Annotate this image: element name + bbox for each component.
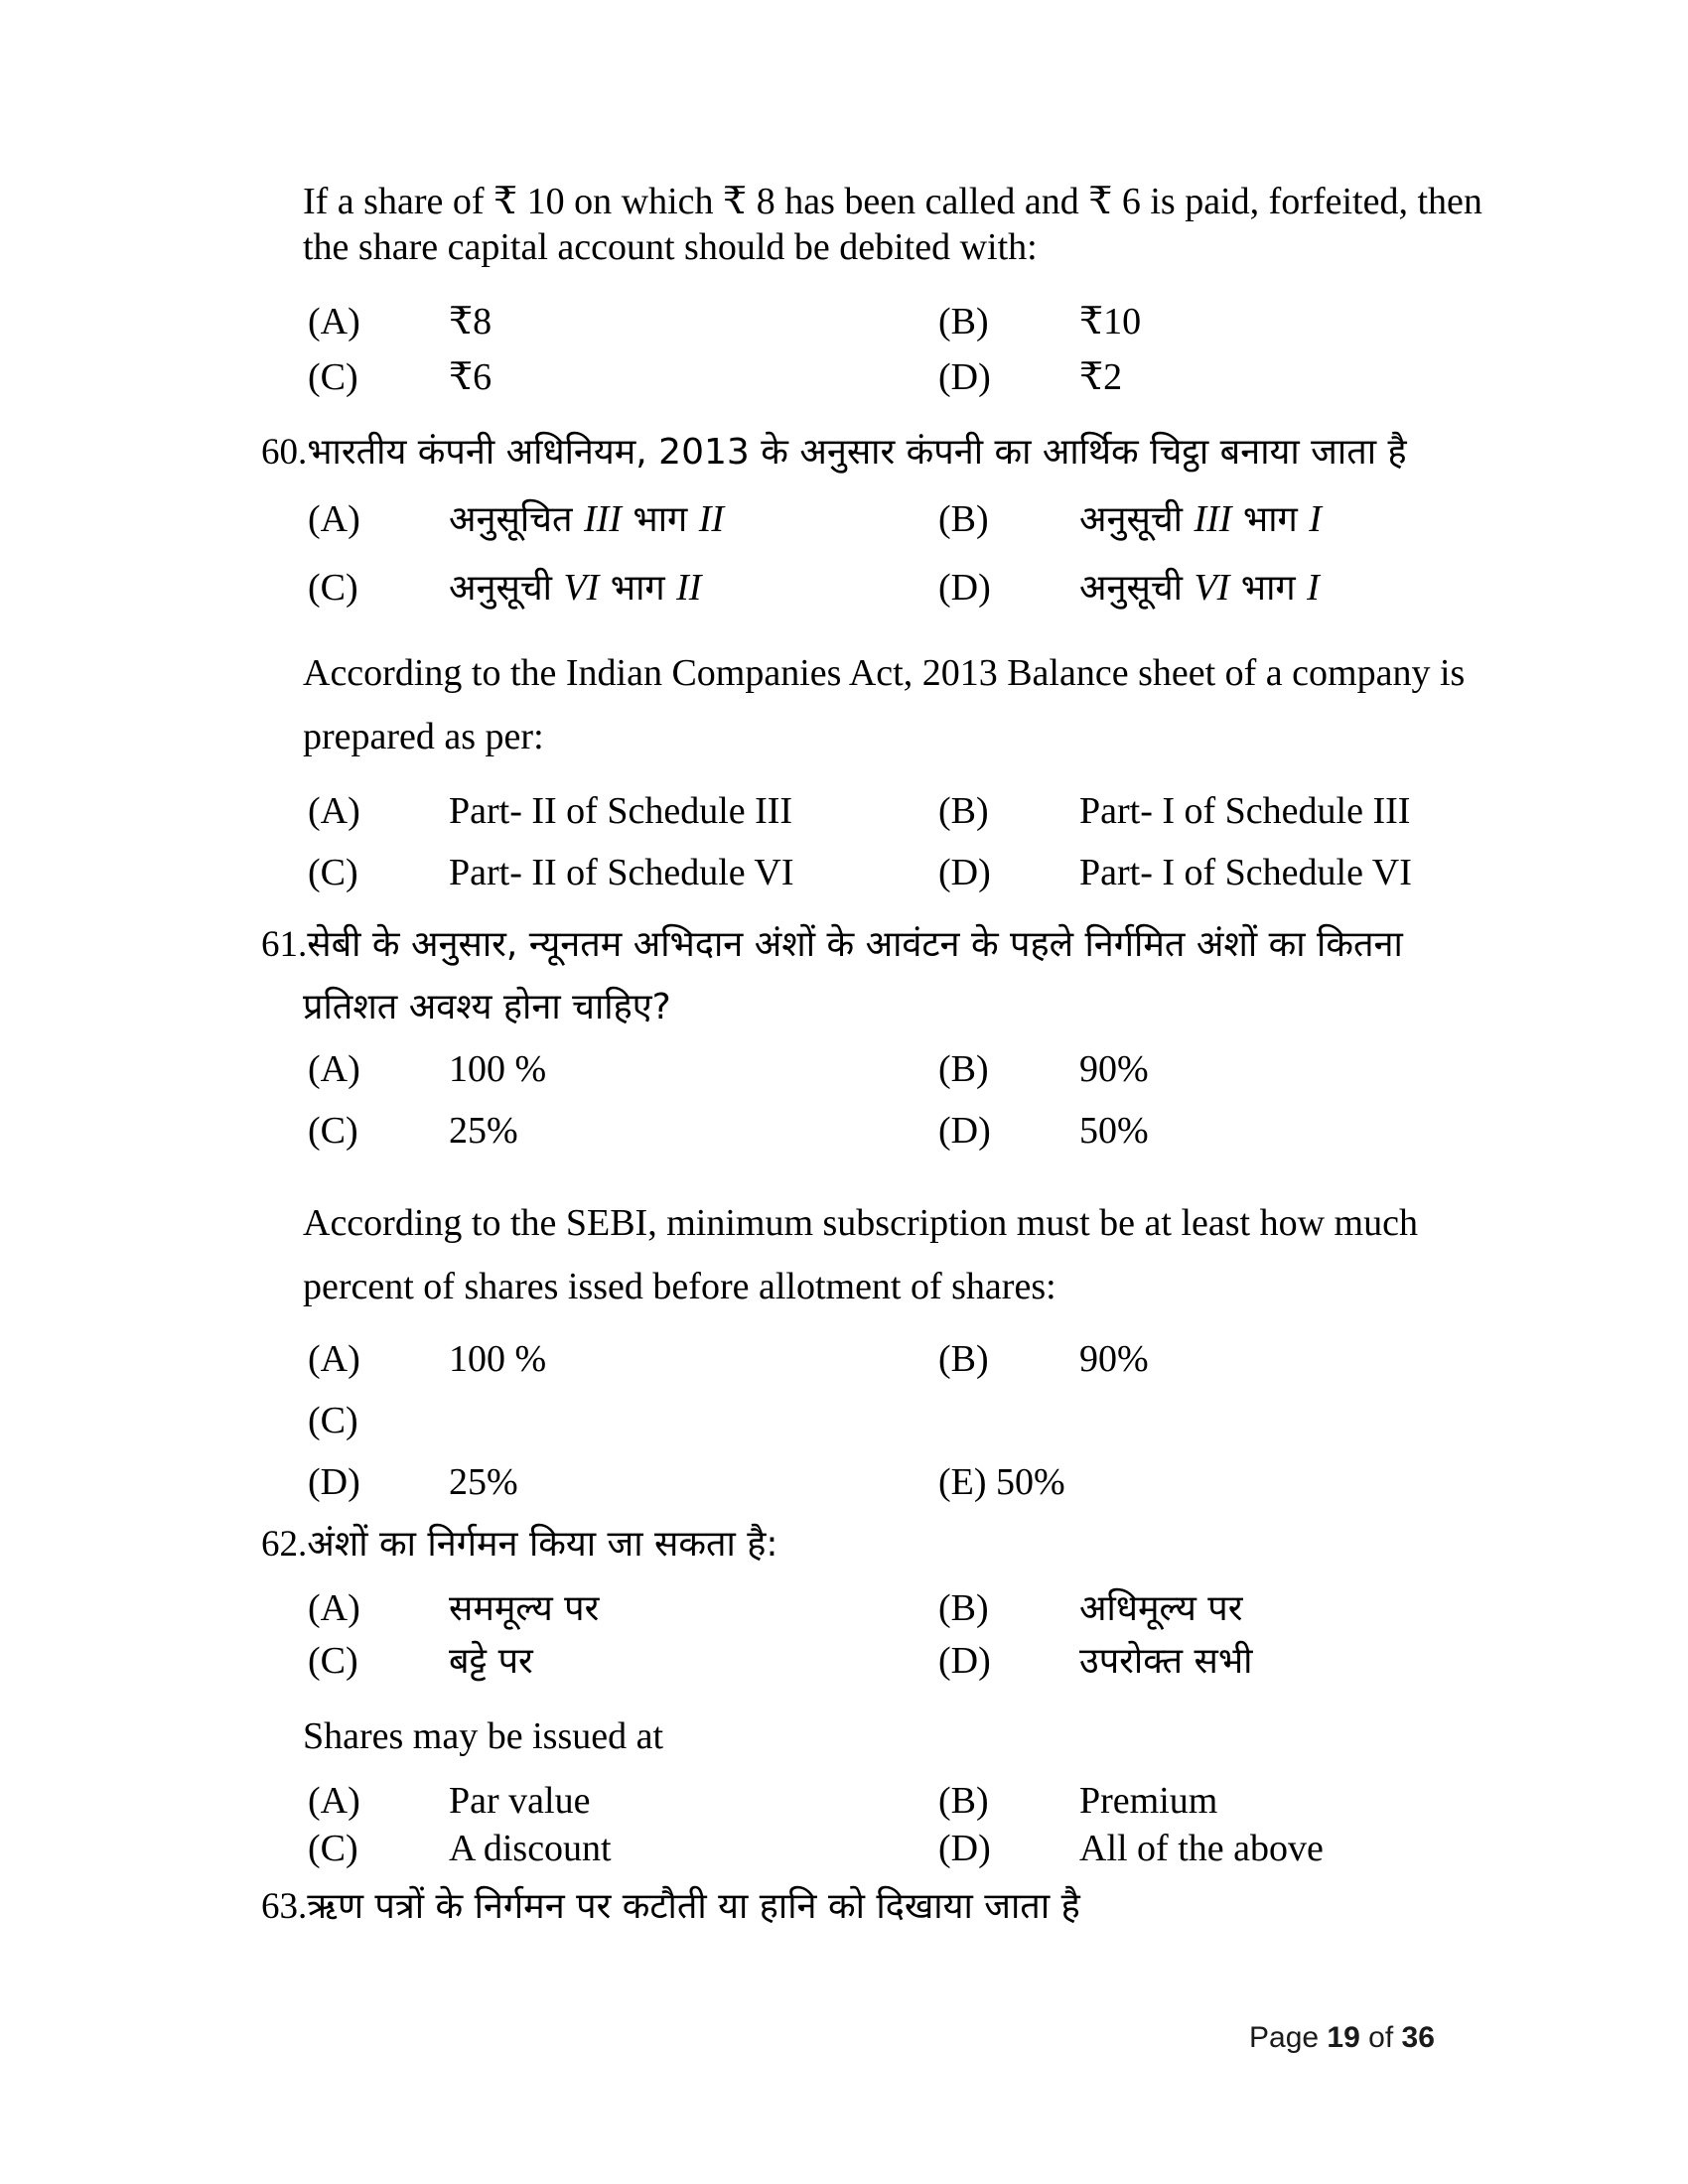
- option-value: अनुसूचित III भाग II: [449, 498, 725, 540]
- option-value: A discount: [449, 1828, 612, 1869]
- question-60-english-options: [308, 787, 1688, 896]
- option-value: Part- II of Schedule VI: [449, 852, 794, 893]
- option-label: (C): [308, 1640, 358, 1682]
- option-label: (A): [308, 790, 360, 832]
- option-label: (C): [308, 1110, 358, 1152]
- option-label: (D): [938, 1110, 991, 1152]
- option-label: (A): [308, 498, 360, 540]
- question-number: 60.: [261, 432, 308, 473]
- option-label: (A): [308, 301, 360, 342]
- option-label: (D): [938, 1828, 991, 1869]
- option-value: 100 %: [449, 1048, 547, 1090]
- page-footer: [1249, 2021, 1435, 2055]
- footer-page-number: 19: [1327, 2021, 1360, 2054]
- question-text: भारतीय कंपनी अधिनियम, 2013 के अनुसार कंपनी का आर्थिक चिट्ठा बनाया जाता है: [307, 432, 1407, 473]
- option-value: अधिमूल्य पर: [1079, 1588, 1243, 1629]
- option-label: (D): [938, 852, 991, 893]
- option-value: Part- I of Schedule III: [1079, 790, 1411, 832]
- question-61-options: [308, 1045, 1688, 1155]
- option-label: (D): [938, 1640, 991, 1682]
- option-label: (B): [938, 1780, 989, 1822]
- option-value: 50%: [996, 1461, 1065, 1503]
- option-value: Par value: [449, 1780, 591, 1822]
- option-label: (C): [308, 356, 358, 398]
- question-62-options: [308, 1582, 1688, 1688]
- question-63-heading: [261, 1876, 1688, 1937]
- question-line: According to the SEBI, minimum subscription must be at least how much: [303, 1202, 1418, 1244]
- option-value: 25%: [449, 1461, 518, 1503]
- option-label: (B): [938, 498, 989, 540]
- option-label: (E): [938, 1461, 987, 1503]
- option-value: All of the above: [1079, 1828, 1324, 1869]
- question-60-options: [308, 489, 1688, 618]
- option-label: (D): [938, 567, 991, 609]
- question-number: 63.: [261, 1886, 308, 1927]
- question-line: Shares may be issued at: [303, 1715, 664, 1757]
- option-label: (B): [938, 790, 989, 832]
- option-value: 50%: [1079, 1110, 1149, 1152]
- option-label: (D): [938, 356, 991, 398]
- option-value: ₹6: [449, 356, 492, 398]
- question-61-english-options: [308, 1335, 1688, 1506]
- option-value: सममूल्य पर: [449, 1588, 600, 1629]
- question-61-heading: [261, 913, 1688, 976]
- option-label: (A): [308, 1048, 360, 1090]
- question-61-heading-line2: [303, 976, 1688, 1038]
- question-line: prepared as per:: [303, 716, 544, 757]
- question-62-heading: [261, 1514, 1688, 1574]
- question-59-text: [303, 179, 1688, 270]
- option-value: अनुसूची VI भाग I: [1079, 567, 1320, 609]
- question-60-heading: [261, 422, 1688, 482]
- option-label: (B): [938, 1338, 989, 1380]
- option-e: [938, 1458, 1688, 1506]
- question-text: सेबी के अनुसार, न्यूनतम अभिदान अंशों के आवंटन के पहले निर्गमित अंशों का कितना: [307, 924, 1403, 965]
- option-label: (C): [308, 1828, 358, 1869]
- option-label: (A): [308, 1587, 360, 1629]
- option-value: 90%: [1079, 1048, 1149, 1090]
- question-text: अंशों का निर्गमन किया जा सकता है:: [307, 1524, 778, 1565]
- question-text: ऋण पत्रों के निर्गमन पर कटौती या हानि को दिखाया जाता है: [307, 1886, 1080, 1927]
- option-value: Part- II of Schedule III: [449, 790, 793, 832]
- option-value: ₹2: [1079, 356, 1123, 398]
- option-value: ₹8: [449, 301, 492, 342]
- option-label: (B): [938, 1048, 989, 1090]
- option-value: उपरोक्त सभी: [1079, 1641, 1253, 1682]
- question-line: According to the Indian Companies Act, 2013 Balance sheet of a company is: [303, 652, 1466, 694]
- option-label: (C): [308, 1400, 358, 1441]
- option-label: (C): [308, 852, 358, 893]
- question-line: the share capital account should be debited with:: [303, 226, 1038, 268]
- option-value: Premium: [1079, 1780, 1218, 1822]
- option-label: (C): [308, 567, 358, 609]
- question-59-options: [308, 298, 1688, 401]
- question-60-english-text: [303, 641, 1688, 768]
- question-line: percent of shares issed before allotment of shares:: [303, 1266, 1056, 1307]
- question-line: If a share of ₹ 10 on which ₹ 8 has been called and ₹ 6 is paid, forfeited, then: [303, 181, 1482, 222]
- question-text: प्रतिशत अवश्य होना चाहिए?: [303, 987, 671, 1027]
- option-value: 25%: [449, 1110, 518, 1152]
- question-62-english-options: [308, 1777, 1688, 1872]
- option-value: बट्टे पर: [449, 1641, 533, 1682]
- footer-of-label: of: [1368, 2021, 1394, 2054]
- footer-total-pages: 36: [1401, 2021, 1435, 2054]
- option-label: (B): [938, 1587, 989, 1629]
- footer-page-label: Page: [1249, 2021, 1320, 2054]
- option-label: (A): [308, 1780, 360, 1822]
- option-label: (A): [308, 1338, 360, 1380]
- option-value: अनुसूची VI भाग II: [449, 567, 702, 609]
- option-value: ₹10: [1079, 301, 1142, 342]
- option-value: 90%: [1079, 1338, 1149, 1380]
- question-number: 61.: [261, 924, 308, 965]
- question-62-english-text: [303, 1713, 1688, 1759]
- option-value: Part- I of Schedule VI: [1079, 852, 1412, 893]
- option-value: अनुसूची III भाग I: [1079, 498, 1322, 540]
- option-value: 100 %: [449, 1338, 547, 1380]
- option-label: (B): [938, 301, 989, 342]
- option-label: (D): [308, 1461, 360, 1503]
- question-number: 62.: [261, 1524, 308, 1565]
- question-61-english-text: [303, 1191, 1688, 1318]
